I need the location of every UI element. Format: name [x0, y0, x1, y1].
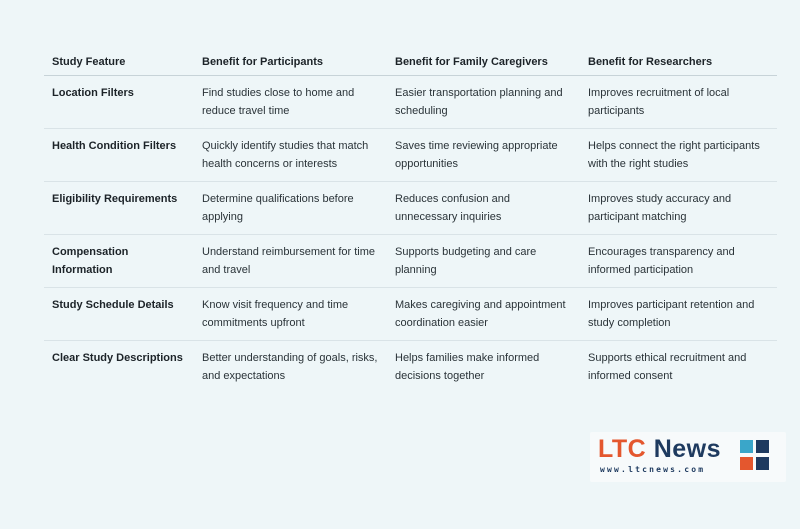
- comparison-table-container: [44, 48, 777, 393]
- table-row: [44, 288, 777, 341]
- row-participants: Better understanding of goals, risks, and expectations: [202, 352, 378, 382]
- row-caregivers: Saves time reviewing appropriate opportunities: [387, 129, 580, 182]
- row-participants: Know visit frequency and time commitments upfront: [194, 288, 387, 341]
- header-benefit-participants: Benefit for Participants: [194, 48, 387, 76]
- row-caregivers: Supports budgeting and care planning: [387, 235, 580, 288]
- logo-square-navy-top-icon: [756, 440, 769, 453]
- row-caregivers: Reduces confusion and unnecessary inquiries: [387, 182, 580, 235]
- table-header-row: [44, 48, 777, 76]
- row-researchers: Improves study accuracy and participant matching: [580, 182, 777, 235]
- row-participants: Understand reimbursement for time and travel: [194, 235, 387, 288]
- table-row: [44, 76, 777, 129]
- row-feature: Clear Study Descriptions: [52, 352, 183, 364]
- row-feature: Compensation Information: [44, 235, 194, 288]
- header-benefit-researchers: Benefit for Researchers: [580, 48, 777, 76]
- row-researchers: Supports ethical recruitment and informed consent: [588, 352, 747, 382]
- table-row: [44, 235, 777, 288]
- row-feature: Eligibility Requirements: [44, 182, 194, 235]
- row-caregivers: Makes caregiving and appointment coordination easier: [387, 288, 580, 341]
- logo-url: www.ltcnews.com: [600, 465, 706, 474]
- logo-square-teal-icon: [740, 440, 753, 453]
- row-feature: Health Condition Filters: [44, 129, 194, 182]
- row-caregivers: Easier transportation planning and scheduling: [387, 76, 580, 129]
- row-researchers: Improves recruitment of local participants: [580, 76, 777, 129]
- row-feature: Study Schedule Details: [44, 288, 194, 341]
- header-study-feature: Study Feature: [44, 48, 194, 76]
- table-row: [44, 129, 777, 182]
- ltc-news-logo[interactable]: [590, 432, 786, 482]
- row-caregivers: Helps families make informed decisions together: [395, 352, 540, 382]
- row-researchers: Helps connect the right participants with the right studies: [580, 129, 777, 182]
- logo-square-orange-icon: [740, 457, 753, 470]
- row-researchers: Improves participant retention and study completion: [580, 288, 777, 341]
- row-feature: Location Filters: [44, 76, 194, 129]
- logo-square-navy-bottom-icon: [756, 457, 769, 470]
- header-benefit-caregivers: Benefit for Family Caregivers: [387, 48, 580, 76]
- row-researchers: Encourages transparency and informed participation: [580, 235, 777, 288]
- table-row: [44, 182, 777, 235]
- row-participants: Find studies close to home and reduce travel time: [194, 76, 387, 129]
- logo-title: [598, 435, 721, 464]
- row-participants: Determine qualifications before applying: [194, 182, 387, 235]
- logo-news-text: News: [653, 435, 722, 463]
- logo-ltc-text: LTC: [598, 435, 647, 463]
- row-participants: Quickly identify studies that match health concerns or interests: [194, 129, 387, 182]
- comparison-table: [44, 48, 777, 393]
- table-row: [44, 341, 777, 394]
